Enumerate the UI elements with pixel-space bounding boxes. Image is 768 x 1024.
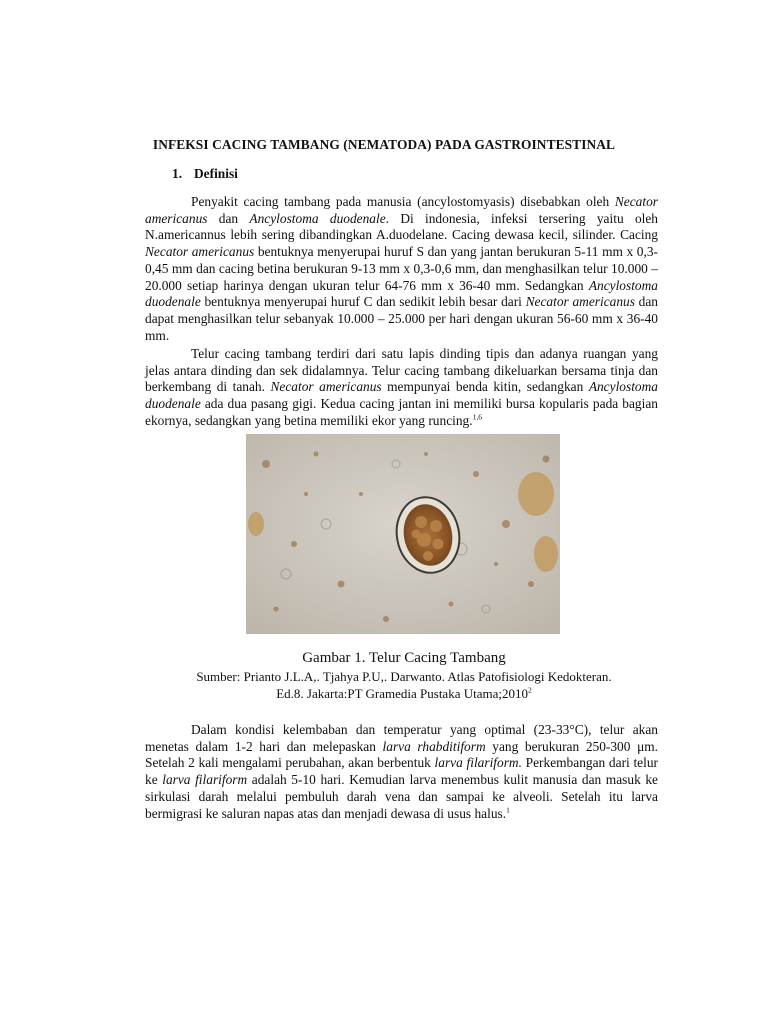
paragraph-life-cycle xyxy=(145,722,658,822)
species-name: Ancylostoma duodenale xyxy=(145,277,658,310)
text-run: yang berukuran 250-300 μm. Setelah 2 kali mengalami perubahan, akan berbentuk xyxy=(145,738,659,771)
text-run: Perkembangan dari telur ke xyxy=(145,755,658,788)
term-larva: larva filariform. xyxy=(434,755,522,771)
citation-superscript: 1,6 xyxy=(472,412,482,422)
citation-superscript: 1 xyxy=(506,805,510,815)
micrograph-illustration xyxy=(246,434,560,634)
species-name: Necator americanus xyxy=(145,244,255,260)
text-run: Telur cacing tambang terdiri dari satu lapis dinding tipis dan adanya ruangan yang jelas antara dinding dan sek didalamnya. Telur cacing tambang dikeluarkan bersama tinja dan berkembang di tanah. xyxy=(145,346,658,395)
term-larva: larva filariform xyxy=(162,772,248,788)
paragraph-egg-description xyxy=(145,346,658,430)
text-run: dan xyxy=(207,210,250,226)
figure-caption: Gambar 1. Telur Cacing Tambang xyxy=(302,650,506,666)
paragraph-definition xyxy=(145,194,658,344)
text-run: . Di indonesia, infeksi tersering yaitu oleh N.americannus lebih sering dibandingkan A.duodelane. Cacing dewasa kecil, silinder. Cacing xyxy=(145,210,658,243)
text-run: mempunyai benda kitin, sedangkan xyxy=(381,379,589,395)
species-name: Necator americanus xyxy=(270,379,382,395)
species-name: Necator americanus xyxy=(525,294,635,310)
section-label: Definisi xyxy=(194,166,238,181)
citation-superscript: 2 xyxy=(528,685,532,695)
species-name: Ancylostoma duodenale xyxy=(249,210,386,226)
text-run: bentuknya menyerupai huruf S dan yang jantan berukuran 5-11 mm x 0,3-0,45 mm dan cacing betina berukuran 9-13 mm x 0,3-0,6 mm, dan menghasilkan telur 10.000 – 20.000 setiap harinya dengan ukuran telur 64-76 mm x 36-40 mm. Sedangkan xyxy=(145,244,658,293)
text-run: dan dapat menghasilkan telur sebanyak 10.000 – 25.000 per hari dengan ukuran 56-60 mm x 36-40 mm. xyxy=(145,294,658,343)
document-title: INFEKSI CACING TAMBANG (NEMATODA) PADA GASTROINTESTINAL xyxy=(152,137,616,152)
text-run: bentuknya menyerupai huruf C dan sedikit lebih besar dari xyxy=(200,294,526,310)
species-name: Ancylostoma duodenale xyxy=(145,379,658,412)
microscope-image-hookworm-egg xyxy=(246,434,560,634)
source-line: Sumber: Prianto J.L.A,. Tjahya P.U,. Darwanto. Atlas Patofisiologi Kedokteran. xyxy=(196,669,612,684)
text-run: Penyakit cacing tambang pada manusia (ancylostomyasis) disebabkan oleh xyxy=(191,194,615,209)
section-heading xyxy=(172,166,238,182)
text-run: ada dua pasang gigi. Kedua cacing jantan ini memiliki bursa kopularis pada bagian ekornya, sedangkan yang betina memiliki ekor yang runcing. xyxy=(145,396,658,428)
figure-source xyxy=(0,668,768,702)
term-larva: larva rhabditiform xyxy=(382,738,486,754)
section-number: 1. xyxy=(172,166,183,181)
source-line: Ed.8. Jakarta:PT Gramedia Pustaka Utama;2010 xyxy=(276,686,528,701)
text-run: adalah 5-10 hari. Kemudian larva menembus kulit manusia dan masuk ke sirkulasi darah melalui pembuluh darah vena dan sampai ke alveoli. Setelah itu larva bermigrasi ke saluran napas atas dan menjadi dewasa di usus halus. xyxy=(145,772,658,821)
species-name: Necator americanus xyxy=(145,194,658,226)
text-run: Dalam kondisi kelembaban dan temperatur yang optimal (23-33°C), telur akan menetas dalam 1-2 hari dan melepaskan xyxy=(145,722,658,754)
